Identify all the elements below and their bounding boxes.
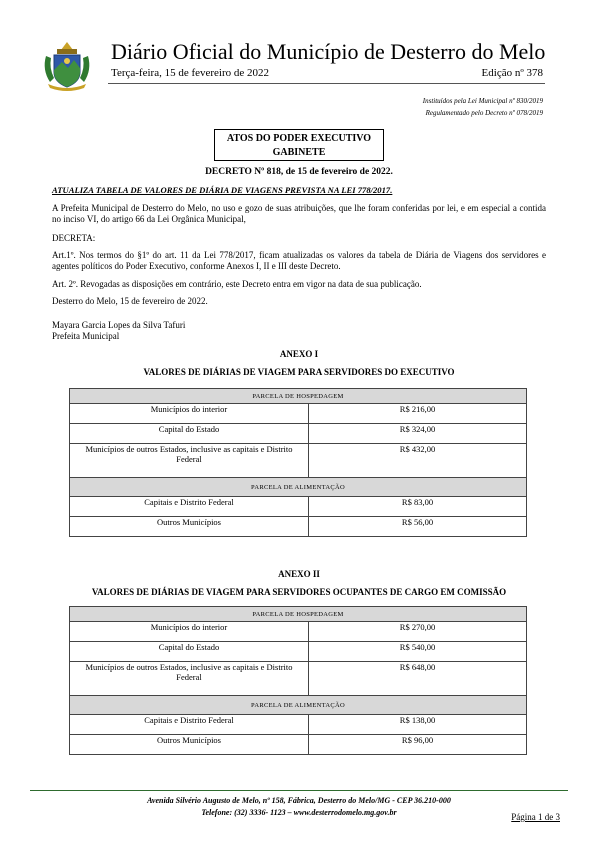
row-value: R$ 96,00	[309, 735, 527, 755]
decree-preamble: A Prefeita Municipal de Desterro do Melo, no uso e gozo de suas atribuições, que lhe foram conferidas por lei, e em especial a contida no inciso VI, do artigo 66 da Lei Orgânica Municipal,	[52, 203, 546, 224]
section-subtitle: GABINETE	[272, 147, 326, 158]
footer-contact: Telefone: (32) 3336- 1123 – www.desterrodomelo.mg.gov.br	[201, 808, 397, 817]
table-row	[70, 497, 527, 517]
table-row	[70, 735, 527, 755]
decree-decreta: DECRETA:	[52, 233, 96, 243]
row-value: R$ 83,00	[309, 497, 527, 517]
row-place: Municípios de outros Estados, inclusive as capitais e Distrito Federal	[70, 662, 309, 696]
annex-1-title: VALORES DE DIÁRIAS DE VIAGEM PARA SERVIDORES DO EXECUTIVO	[143, 367, 455, 377]
row-place: Municípios de outros Estados, inclusive as capitais e Distrito Federal	[70, 444, 309, 478]
annex-1-label: ANEXO I	[279, 349, 319, 359]
decree-title: DECRETO Nº 818, de 15 de fevereiro de 2022.	[205, 167, 393, 177]
footer-divider	[30, 790, 568, 791]
page-number: Página 1 de 3	[511, 812, 560, 822]
row-place: Capital do Estado	[70, 642, 309, 662]
table-row	[70, 715, 527, 735]
row-value: R$ 138,00	[309, 715, 527, 735]
row-value: R$ 432,00	[309, 444, 527, 478]
row-value: R$ 216,00	[309, 404, 527, 424]
table-row	[70, 517, 527, 537]
row-value: R$ 648,00	[309, 662, 527, 696]
annex-2-title: VALORES DE DIÁRIAS DE VIAGEM PARA SERVIDORES OCUPANTES DE CARGO EM COMISSÃO	[91, 587, 507, 597]
annex-2-table	[69, 606, 527, 755]
row-place: Outros Municípios	[70, 517, 309, 537]
row-value: R$ 324,00	[309, 424, 527, 444]
header-divider	[108, 83, 545, 84]
table-row	[70, 662, 527, 696]
row-place: Municípios do interior	[70, 622, 309, 642]
row-value: R$ 270,00	[309, 622, 527, 642]
food-section-header: PARCELA DE ALIMENTAÇÃO	[70, 696, 527, 715]
section-title: ATOS DO PODER EXECUTIVO	[226, 133, 372, 144]
annex-1-table	[69, 388, 527, 537]
table-row	[70, 642, 527, 662]
signer-name: Mayara Garcia Lopes da Silva Tafuri	[52, 320, 186, 330]
table-row	[70, 404, 527, 424]
decree-article-2: Art. 2º. Revogadas as disposições em contrário, este Decreto entra em vigor na data de sua publicação.	[52, 279, 422, 289]
decree-summary: ATUALIZA TABELA DE VALORES DE DIÁRIA DE VIAGENS PREVISTA NA LEI 778/2017.	[52, 185, 393, 195]
section-heading-box	[214, 129, 384, 161]
row-place: Municípios do interior	[70, 404, 309, 424]
row-place: Capitais e Distrito Federal	[70, 715, 309, 735]
row-value: R$ 540,00	[309, 642, 527, 662]
regulation-decree: Regulamentado pelo Decreto nº 078/2019	[425, 109, 543, 117]
decree-article-1: Art.1º. Nos termos do §1º do art. 11 da Lei 778/2017, ficam atualizadas os valores da tabela de Diária de Viagens dos servidores e agentes políticos do Poder Executivo, conforme Anexos I, II e III deste Decreto.	[52, 250, 546, 271]
footer-address: Avenida Silvério Augusto de Melo, nº 158, Fábrica, Desterro do Melo/MG - CEP 36.210-000	[147, 796, 451, 805]
food-section-header: PARCELA DE ALIMENTAÇÃO	[70, 478, 527, 497]
table-row	[70, 444, 527, 478]
row-place: Capitais e Distrito Federal	[70, 497, 309, 517]
annex-2-label: ANEXO II	[278, 569, 320, 579]
edition-number: Edição nº 378	[481, 67, 543, 79]
municipal-coat-of-arms	[40, 40, 94, 92]
decree-place-date: Desterro do Melo, 15 de fevereiro de 2022.	[52, 296, 208, 306]
newspaper-title: Diário Oficial do Município de Desterro do Melo	[111, 39, 546, 64]
signer-role: Prefeita Municipal	[52, 331, 120, 341]
row-place: Outros Municípios	[70, 735, 309, 755]
table-row	[70, 424, 527, 444]
lodging-section-header: PARCELA DE HOSPEDAGEM	[70, 389, 527, 404]
institution-law: Instituídos pela Lei Municipal nº 830/2019	[422, 97, 543, 105]
row-place: Capital do Estado	[70, 424, 309, 444]
row-value: R$ 56,00	[309, 517, 527, 537]
lodging-section-header: PARCELA DE HOSPEDAGEM	[70, 607, 527, 622]
publication-date: Terça-feira, 15 de fevereiro de 2022	[111, 67, 270, 79]
table-row	[70, 622, 527, 642]
